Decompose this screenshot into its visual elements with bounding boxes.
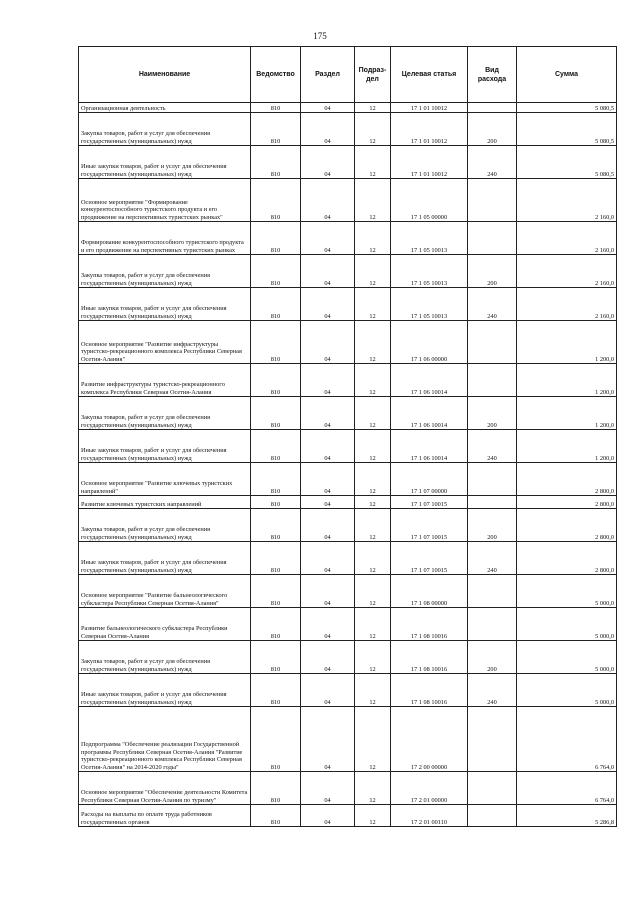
cell-vid-rashoda [468,463,517,496]
cell-name: Иные закупки товаров, работ и услуг для обеспечения государственных (муниципальных) нужд [79,674,251,707]
cell-name: Основное мероприятие "Развитие инфраструктуры туристско-рекреационного комплекса Республики Северная Осетия-Алания" [79,321,251,364]
cell-podrazdel: 12 [355,113,391,146]
cell-summa: 1 200,0 [517,364,617,397]
cell-vedomstvo: 810 [251,509,301,542]
table-row [79,509,617,542]
cell-summa: 5 080,5 [517,113,617,146]
cell-podrazdel: 12 [355,255,391,288]
cell-vid-rashoda [468,707,517,772]
table-row [79,222,617,255]
cell-summa: 1 200,0 [517,430,617,463]
cell-name: Иные закупки товаров, работ и услуг для обеспечения государственных (муниципальных) нужд [79,288,251,321]
cell-razdel: 04 [301,397,355,430]
cell-vid-rashoda: 200 [468,509,517,542]
cell-vid-rashoda [468,364,517,397]
cell-vedomstvo: 810 [251,542,301,575]
cell-razdel: 04 [301,255,355,288]
cell-vedomstvo: 810 [251,608,301,641]
cell-razdel: 04 [301,674,355,707]
cell-celevaya-statya: 17 1 01 10012 [391,146,468,179]
cell-podrazdel: 12 [355,179,391,222]
table-row [79,772,617,805]
table-row [79,397,617,430]
cell-vedomstvo: 810 [251,641,301,674]
cell-vid-rashoda [468,179,517,222]
cell-name: Развитие бальнеологического субкластера Республики Северная Осетия-Алания [79,608,251,641]
cell-summa: 2 160,0 [517,222,617,255]
cell-celevaya-statya: 17 1 01 10012 [391,103,468,113]
header-name: Наименование [79,47,251,103]
cell-summa: 5 000,0 [517,674,617,707]
cell-summa: 6 764,0 [517,772,617,805]
cell-podrazdel: 12 [355,397,391,430]
cell-vedomstvo: 810 [251,364,301,397]
cell-razdel: 04 [301,364,355,397]
cell-celevaya-statya: 17 1 06 10014 [391,430,468,463]
cell-razdel: 04 [301,179,355,222]
header-vid-rashoda: Вид расхода [468,47,517,103]
cell-razdel: 04 [301,496,355,509]
table-row [79,321,617,364]
table-row [79,288,617,321]
table-header-row [79,47,617,103]
cell-celevaya-statya: 17 1 06 10014 [391,364,468,397]
table-row [79,805,617,827]
cell-vid-rashoda [468,772,517,805]
cell-podrazdel: 12 [355,146,391,179]
cell-podrazdel: 12 [355,805,391,827]
cell-celevaya-statya: 17 1 05 10013 [391,222,468,255]
cell-razdel: 04 [301,608,355,641]
cell-vedomstvo: 810 [251,321,301,364]
cell-vedomstvo: 810 [251,146,301,179]
cell-name: Основное мероприятие "Формирование конкурентоспособного туристского продукта и его продвижение на перспективных туристских рынках" [79,179,251,222]
cell-summa: 2 800,0 [517,496,617,509]
cell-podrazdel: 12 [355,641,391,674]
cell-vedomstvo: 810 [251,772,301,805]
table-body [79,103,617,827]
cell-podrazdel: 12 [355,509,391,542]
cell-razdel: 04 [301,805,355,827]
cell-razdel: 04 [301,509,355,542]
cell-vid-rashoda: 240 [468,542,517,575]
cell-name: Иные закупки товаров, работ и услуг для обеспечения государственных (муниципальных) нужд [79,542,251,575]
header-vedomstvo: Ведомство [251,47,301,103]
cell-celevaya-statya: 17 1 05 00000 [391,179,468,222]
cell-summa: 2 800,0 [517,542,617,575]
cell-vid-rashoda [468,608,517,641]
cell-summa: 2 800,0 [517,509,617,542]
table-row [79,255,617,288]
cell-celevaya-statya: 17 1 05 10013 [391,288,468,321]
cell-razdel: 04 [301,772,355,805]
cell-razdel: 04 [301,542,355,575]
cell-vid-rashoda: 200 [468,397,517,430]
cell-vid-rashoda [468,222,517,255]
cell-razdel: 04 [301,103,355,113]
cell-vedomstvo: 810 [251,288,301,321]
cell-vedomstvo: 810 [251,397,301,430]
cell-razdel: 04 [301,707,355,772]
cell-name: Иные закупки товаров, работ и услуг для обеспечения государственных (муниципальных) нужд [79,430,251,463]
cell-summa: 2 160,0 [517,255,617,288]
cell-vid-rashoda [468,496,517,509]
cell-celevaya-statya: 17 1 08 00000 [391,575,468,608]
cell-vid-rashoda [468,321,517,364]
page-number: 175 [313,31,327,41]
cell-name: Закупка товаров, работ и услуг для обеспечения государственных (муниципальных) нужд [79,641,251,674]
table-row [79,641,617,674]
cell-vedomstvo: 810 [251,222,301,255]
header-podrazdel: Подраз- дел [355,47,391,103]
cell-vedomstvo: 810 [251,805,301,827]
budget-table [78,46,617,827]
cell-vid-rashoda: 240 [468,430,517,463]
cell-podrazdel: 12 [355,608,391,641]
cell-podrazdel: 12 [355,463,391,496]
cell-celevaya-statya: 17 2 00 00000 [391,707,468,772]
cell-vid-rashoda: 200 [468,255,517,288]
cell-name: Закупка товаров, работ и услуг для обеспечения государственных (муниципальных) нужд [79,255,251,288]
cell-podrazdel: 12 [355,288,391,321]
cell-vedomstvo: 810 [251,707,301,772]
cell-razdel: 04 [301,146,355,179]
cell-vedomstvo: 810 [251,179,301,222]
cell-celevaya-statya: 17 1 06 00000 [391,321,468,364]
cell-celevaya-statya: 17 1 07 10015 [391,542,468,575]
cell-podrazdel: 12 [355,575,391,608]
cell-name: Развитие инфраструктуры туристско-рекреационного комплекса Республики Северная Осетия-Алания [79,364,251,397]
cell-vid-rashoda: 240 [468,674,517,707]
cell-razdel: 04 [301,575,355,608]
cell-vedomstvo: 810 [251,496,301,509]
cell-name: Основное мероприятие "Обеспечение деятельности Комитета Республики Северная Осетия-Алания по туризму" [79,772,251,805]
table-row [79,707,617,772]
cell-razdel: 04 [301,222,355,255]
cell-celevaya-statya: 17 1 08 10016 [391,608,468,641]
cell-vid-rashoda [468,805,517,827]
cell-vedomstvo: 810 [251,113,301,146]
cell-podrazdel: 12 [355,430,391,463]
table-row [79,430,617,463]
cell-podrazdel: 12 [355,222,391,255]
cell-razdel: 04 [301,430,355,463]
cell-summa: 5 080,5 [517,146,617,179]
table-row [79,674,617,707]
cell-name: Основное мероприятие "Развитие ключевых туристских направлений" [79,463,251,496]
cell-summa: 2 800,0 [517,463,617,496]
cell-name: Формирование конкурентоспособного туристского продукта и его продвижение на перспективных туристских рынках [79,222,251,255]
cell-podrazdel: 12 [355,674,391,707]
cell-vedomstvo: 810 [251,575,301,608]
cell-name: Подпрограмма "Обеспечение реализации Государственной программы Республики Северная Осетия-Алания "Развитие туристско-рекреационного комплекса Республики Северная Осетия-Алания" на 2014-2020 годы" [79,707,251,772]
cell-podrazdel: 12 [355,542,391,575]
cell-vedomstvo: 810 [251,674,301,707]
cell-podrazdel: 12 [355,772,391,805]
cell-name: Основное мероприятие "Развитие бальнеологического субкластера Республики Северная Осетия-Алания" [79,575,251,608]
cell-podrazdel: 12 [355,364,391,397]
cell-celevaya-statya: 17 1 01 10012 [391,113,468,146]
cell-summa: 5 000,0 [517,575,617,608]
cell-vid-rashoda: 200 [468,113,517,146]
cell-summa: 1 200,0 [517,397,617,430]
cell-summa: 1 200,0 [517,321,617,364]
cell-celevaya-statya: 17 1 08 10016 [391,641,468,674]
cell-vid-rashoda: 200 [468,641,517,674]
table-row [79,496,617,509]
cell-vedomstvo: 810 [251,103,301,113]
cell-celevaya-statya: 17 1 05 10013 [391,255,468,288]
cell-name: Развитие ключевых туристских направлений [79,496,251,509]
cell-celevaya-statya: 17 1 07 10015 [391,496,468,509]
header-celevaya-statya: Целевая статья [391,47,468,103]
cell-celevaya-statya: 17 1 07 00000 [391,463,468,496]
cell-vedomstvo: 810 [251,463,301,496]
table-row [79,103,617,113]
cell-celevaya-statya: 17 2 01 00000 [391,772,468,805]
table-row [79,179,617,222]
cell-name: Иные закупки товаров, работ и услуг для обеспечения государственных (муниципальных) нужд [79,146,251,179]
table-row [79,113,617,146]
cell-podrazdel: 12 [355,103,391,113]
cell-razdel: 04 [301,321,355,364]
cell-summa: 5 000,0 [517,641,617,674]
cell-celevaya-statya: 17 1 08 10016 [391,674,468,707]
cell-name: Расходы на выплаты по оплате труда работников государственных органов [79,805,251,827]
table-row [79,463,617,496]
cell-podrazdel: 12 [355,707,391,772]
cell-summa: 2 160,0 [517,288,617,321]
cell-name: Закупка товаров, работ и услуг для обеспечения государственных (муниципальных) нужд [79,397,251,430]
cell-celevaya-statya: 17 2 01 00110 [391,805,468,827]
cell-summa: 5 000,0 [517,608,617,641]
cell-vid-rashoda [468,575,517,608]
table-row [79,146,617,179]
cell-celevaya-statya: 17 1 06 10014 [391,397,468,430]
cell-celevaya-statya: 17 1 07 10015 [391,509,468,542]
cell-summa: 5 080,5 [517,103,617,113]
cell-name: Закупка товаров, работ и услуг для обеспечения государственных (муниципальных) нужд [79,509,251,542]
cell-vid-rashoda [468,103,517,113]
cell-podrazdel: 12 [355,321,391,364]
cell-vid-rashoda: 240 [468,146,517,179]
cell-vid-rashoda: 240 [468,288,517,321]
cell-razdel: 04 [301,288,355,321]
header-razdel: Раздел [301,47,355,103]
cell-summa: 5 286,8 [517,805,617,827]
cell-name: Организационная деятельность [79,103,251,113]
cell-summa: 2 160,0 [517,179,617,222]
cell-summa: 6 764,0 [517,707,617,772]
cell-razdel: 04 [301,641,355,674]
table-row [79,608,617,641]
header-summa: Сумма [517,47,617,103]
cell-name: Закупка товаров, работ и услуг для обеспечения государственных (муниципальных) нужд [79,113,251,146]
cell-razdel: 04 [301,463,355,496]
cell-vedomstvo: 810 [251,255,301,288]
table-row [79,542,617,575]
cell-razdel: 04 [301,113,355,146]
table-row [79,364,617,397]
cell-podrazdel: 12 [355,496,391,509]
table-row [79,575,617,608]
cell-vedomstvo: 810 [251,430,301,463]
